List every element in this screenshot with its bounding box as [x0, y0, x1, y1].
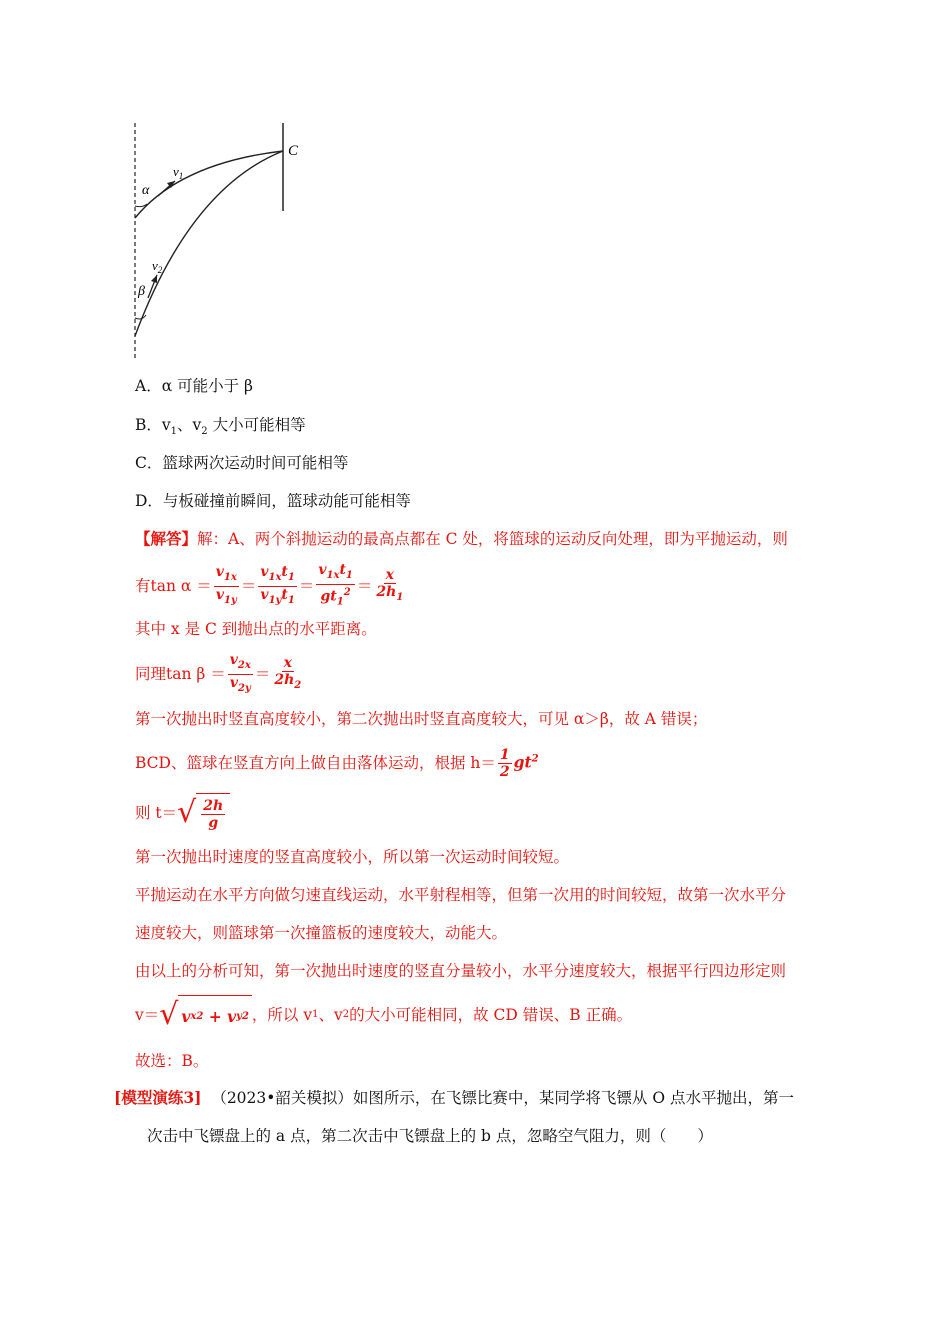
answer-line-3: 其中 x 是 C 到抛出点的水平距离。 [135, 620, 377, 638]
answer-line-11: 由以上的分析可知，第一次抛出时速度的竖直分量较小，水平分速度较大，根据平行四边形定则 [135, 962, 787, 980]
option-c: C．篮球两次运动时间可能相等 [135, 454, 349, 472]
answer-line-1: 【解答】解：A、两个斜抛运动的最高点都在 C 处，将篮球的运动反向处理，即为平抛运动，则 [135, 529, 788, 548]
label-C: C [288, 143, 299, 159]
answer-line-5: 第一次抛出时竖直高度较小，第二次抛出时竖直高度较大，可见 α＞β，故 A 错误； [135, 710, 708, 728]
angle-beta-arc [135, 315, 146, 319]
label-alpha: α [142, 183, 150, 198]
velocity-arrow-2-head [151, 275, 157, 283]
answer-line-13: 故选：B。 [135, 1052, 209, 1070]
answer-line-9: 平抛运动在水平方向做匀速直线运动，水平射程相等，但第一次用的时间较短，故第一次水平分 [135, 886, 787, 904]
label-beta: β [138, 284, 145, 299]
option-b: B．$v_1$、$v_2$ 大小可能相等 [135, 416, 306, 438]
option-d: D．与板碰撞前瞬间，篮球动能可能相等 [135, 492, 411, 510]
label-v1: $v_1$ [173, 164, 184, 181]
trajectory-diagram [120, 118, 320, 363]
next-problem-line-2: 次击中飞镖盘上的 a 点，第二次击中飞镖盘上的 b 点，忽略空气阻力，则（ ） [147, 1127, 713, 1145]
answer-line-7: 则 t＝ √ $\frac{2h}{g}$ [135, 792, 230, 834]
option-a: A．α 可能小于 β [135, 377, 253, 395]
answer-line-4: 同理tan β ＝ $\frac{v_{2x}}{v_{2y}}$ ＝ $\frac{x}{2h_2}$ [135, 651, 302, 694]
label-v2: $v_2$ [152, 258, 163, 275]
answer-line-2: 有tan α ＝ $\frac{v_{1x}}{v_{1y}}$ ＝ $\frac{v_{1x}t_1}{v_{1y}t_1}$ ＝ $\frac{v_{1x}t_1}{gt_1^2}$ ＝ $\frac{x}{2h_1}$ [135, 561, 404, 608]
answer-line-6: BCD、篮球在竖直方向上做自由落体运动，根据 h＝ $\frac{1}{2}$ $gt^2$ [135, 746, 539, 780]
answer-line-8: 第一次抛出时速度的竖直高度较小，所以第一次运动时间较短。 [135, 848, 570, 866]
answer-line-12: v＝ √ v x 2 + v y 2 ，所以 v 1 、v 2 的大小可能相同，故 CD 错误、B 正确。 [135, 993, 632, 1037]
answer-line-10: 速度较大，则篮球第一次撞篮板的速度较大，动能大。 [135, 924, 508, 942]
trajectory-2 [135, 151, 283, 336]
next-problem-line-1: [模型演练3] （2023•韶关模拟）如图所示，在飞镖比赛中，某同学将飞镖从 O 点水平抛出，第一 [114, 1088, 794, 1107]
